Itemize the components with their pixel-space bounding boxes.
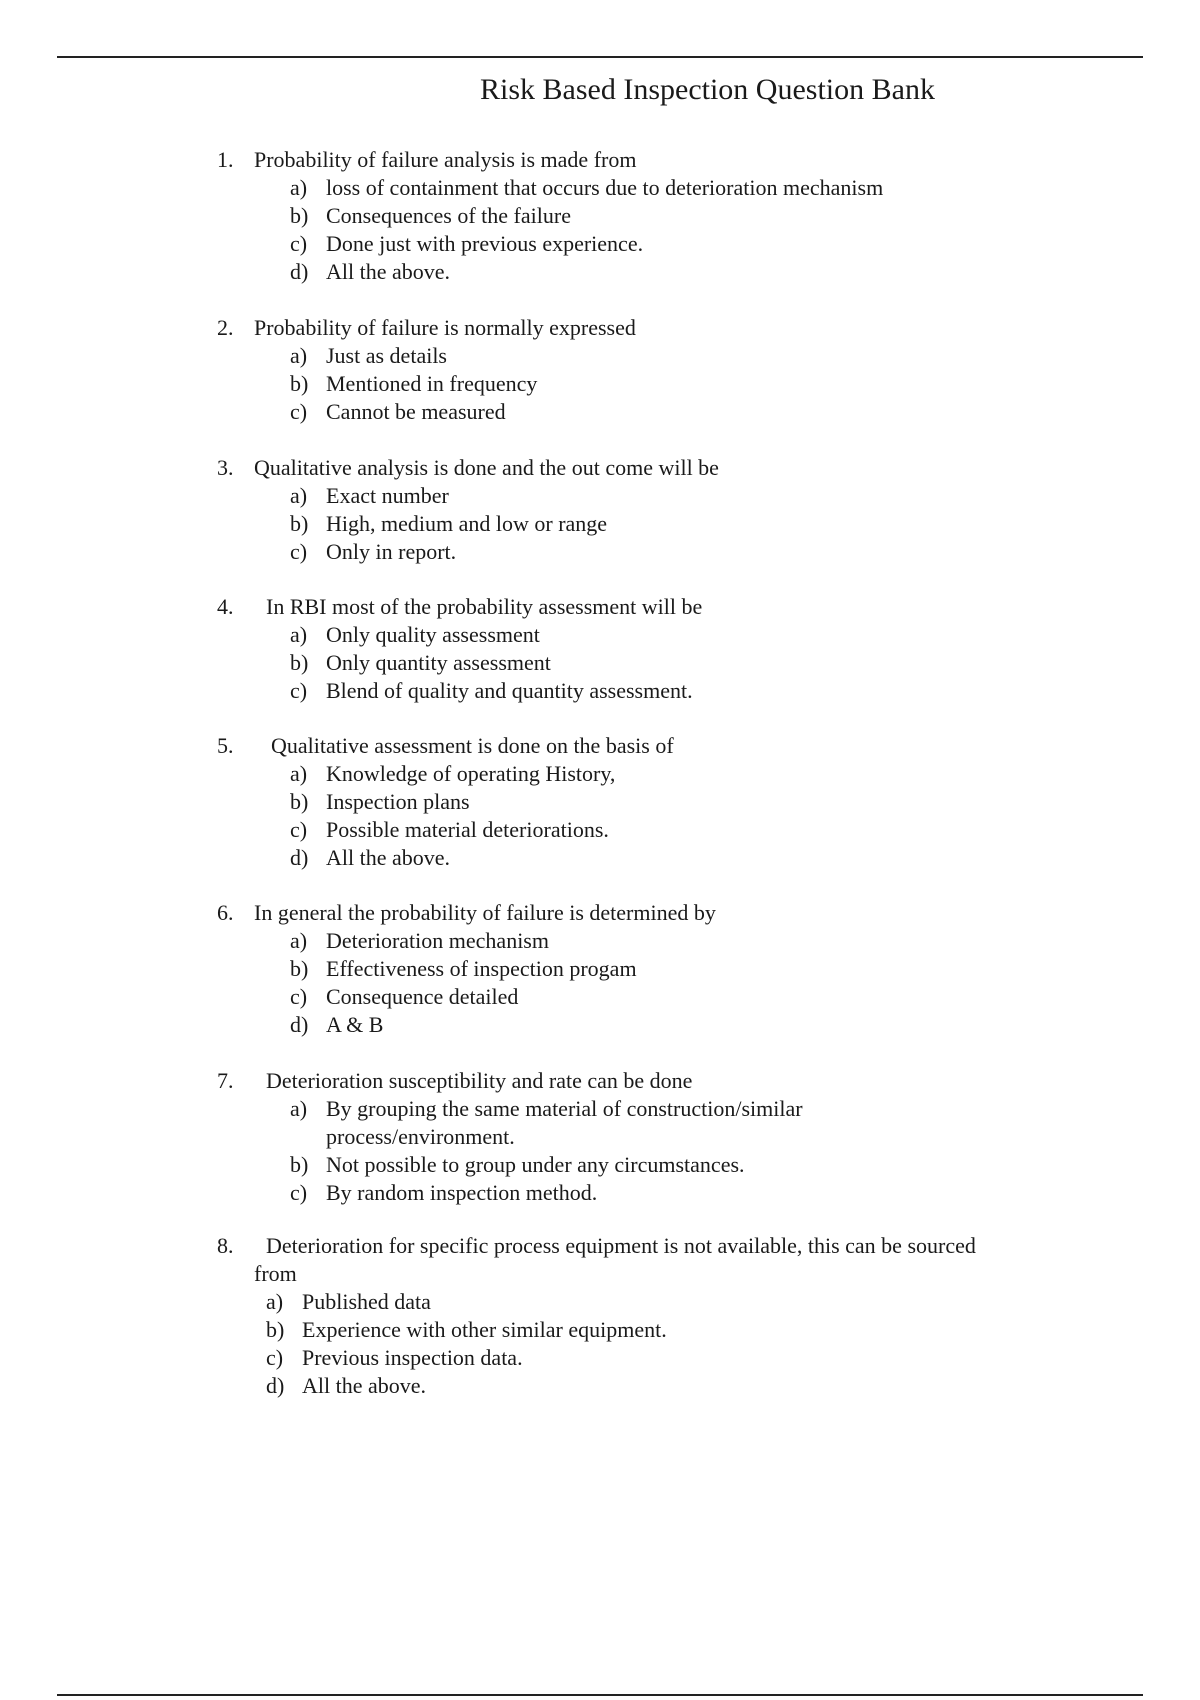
question-number: 4. xyxy=(217,594,234,619)
option-text: Just as details xyxy=(326,343,447,368)
option-text: Exact number xyxy=(326,483,449,508)
option-c xyxy=(0,983,1200,1011)
option-text: Consequence detailed xyxy=(326,984,519,1009)
option-label: c) xyxy=(290,1180,308,1205)
option-a xyxy=(0,1288,1200,1316)
option-label: b) xyxy=(290,956,309,981)
option-label: b) xyxy=(290,1152,309,1177)
option-c xyxy=(0,398,1200,426)
question-number: 8. xyxy=(217,1233,234,1258)
option-label: a) xyxy=(266,1289,284,1314)
question-5 xyxy=(0,732,1200,899)
option-a xyxy=(0,174,1200,202)
option-d xyxy=(0,258,1200,286)
option-label: a) xyxy=(290,761,308,786)
option-text: By random inspection method. xyxy=(326,1180,598,1205)
option-b xyxy=(0,510,1200,538)
option-a xyxy=(0,342,1200,370)
option-text: Only quantity assessment xyxy=(326,650,551,675)
option-a xyxy=(0,621,1200,649)
option-b xyxy=(0,370,1200,398)
option-label: b) xyxy=(290,203,309,228)
option-c xyxy=(0,677,1200,705)
option-b xyxy=(0,955,1200,983)
option-label: c) xyxy=(290,231,308,256)
option-text: Possible material deteriorations. xyxy=(326,817,609,842)
question-4 xyxy=(0,593,1200,732)
option-a xyxy=(0,927,1200,955)
option-label: b) xyxy=(290,789,309,814)
option-text: By grouping the same material of construction/similar xyxy=(326,1096,803,1121)
question-text: Deterioration susceptibility and rate can be done xyxy=(266,1068,693,1093)
option-text: Only quality assessment xyxy=(326,622,540,647)
option-text: Consequences of the failure xyxy=(326,203,571,228)
option-text: All the above. xyxy=(302,1373,427,1398)
option-label: a) xyxy=(290,928,308,953)
question-number: 2. xyxy=(217,315,234,340)
question-text: Deterioration for specific process equipment is not available, this can be sourced xyxy=(266,1233,976,1258)
option-text: Previous inspection data. xyxy=(302,1345,523,1370)
option-text: Cannot be measured xyxy=(326,399,506,424)
option-label: c) xyxy=(290,539,308,564)
option-d xyxy=(0,1372,1200,1400)
option-text: All the above. xyxy=(326,845,451,870)
question-3 xyxy=(0,454,1200,593)
bottom-rule xyxy=(57,1694,1143,1696)
option-label: c) xyxy=(266,1345,284,1370)
option-label: a) xyxy=(290,622,308,647)
page-title: Risk Based Inspection Question Bank xyxy=(480,73,935,106)
option-label: b) xyxy=(290,371,309,396)
option-text: Not possible to group under any circumstances. xyxy=(326,1152,745,1177)
option-label: c) xyxy=(290,817,308,842)
option-label: b) xyxy=(290,511,309,536)
question-text: Qualitative assessment is done on the basis of xyxy=(271,733,674,758)
option-b xyxy=(0,1151,1200,1179)
question-text: In general the probability of failure is determined by xyxy=(254,900,716,925)
option-label: d) xyxy=(290,845,309,870)
top-rule xyxy=(57,56,1143,58)
option-label: a) xyxy=(290,483,308,508)
option-label: a) xyxy=(290,175,308,200)
question-text: Probability of failure analysis is made from xyxy=(254,147,637,172)
option-label: b) xyxy=(290,650,309,675)
question-number: 7. xyxy=(217,1068,234,1093)
option-c xyxy=(0,230,1200,258)
option-text: A & B xyxy=(326,1012,384,1037)
option-label: d) xyxy=(290,1012,309,1037)
question-number: 3. xyxy=(217,455,234,480)
question-6 xyxy=(0,899,1200,1067)
question-text: In RBI most of the probability assessment will be xyxy=(266,594,703,619)
option-text: Inspection plans xyxy=(326,789,470,814)
option-text: loss of containment that occurs due to deterioration mechanism xyxy=(326,175,884,200)
option-label: a) xyxy=(290,1096,308,1121)
question-list xyxy=(0,146,1200,1400)
option-text: Blend of quality and quantity assessment. xyxy=(326,678,693,703)
option-text: Published data xyxy=(302,1289,431,1314)
option-a-continuation: process/environment. xyxy=(326,1124,515,1149)
option-text: Experience with other similar equipment. xyxy=(302,1317,667,1342)
option-text: Deterioration mechanism xyxy=(326,928,549,953)
question-2 xyxy=(0,314,1200,454)
option-c xyxy=(0,1344,1200,1372)
option-text: Effectiveness of inspection progam xyxy=(326,956,637,981)
option-b xyxy=(0,202,1200,230)
option-b xyxy=(0,788,1200,816)
question-7 xyxy=(0,1067,1200,1232)
question-8 xyxy=(0,1232,1200,1400)
option-d xyxy=(0,1011,1200,1039)
option-c xyxy=(0,816,1200,844)
question-text-continuation: from xyxy=(254,1261,297,1286)
option-label: d) xyxy=(290,259,309,284)
option-b xyxy=(0,1316,1200,1344)
option-b xyxy=(0,649,1200,677)
option-text: Only in report. xyxy=(326,539,457,564)
option-a xyxy=(0,482,1200,510)
question-number: 5. xyxy=(217,733,234,758)
option-text: Done just with previous experience. xyxy=(326,231,644,256)
question-text: Qualitative analysis is done and the out come will be xyxy=(254,455,719,480)
option-text: High, medium and low or range xyxy=(326,511,608,536)
option-label: d) xyxy=(266,1373,285,1398)
option-label: c) xyxy=(290,399,308,424)
option-label: a) xyxy=(290,343,308,368)
option-text: All the above. xyxy=(326,259,451,284)
question-number: 6. xyxy=(217,900,234,925)
question-number: 1. xyxy=(217,147,234,172)
option-text: Mentioned in frequency xyxy=(326,371,538,396)
option-c xyxy=(0,1179,1200,1207)
option-c xyxy=(0,538,1200,566)
option-a xyxy=(0,1095,1200,1123)
question-text: Probability of failure is normally expressed xyxy=(254,315,636,340)
option-label: c) xyxy=(290,678,308,703)
option-label: b) xyxy=(266,1317,285,1342)
option-label: c) xyxy=(290,984,308,1009)
question-1 xyxy=(0,146,1200,314)
option-text: Knowledge of operating History, xyxy=(326,761,616,786)
option-a xyxy=(0,760,1200,788)
option-d xyxy=(0,844,1200,872)
